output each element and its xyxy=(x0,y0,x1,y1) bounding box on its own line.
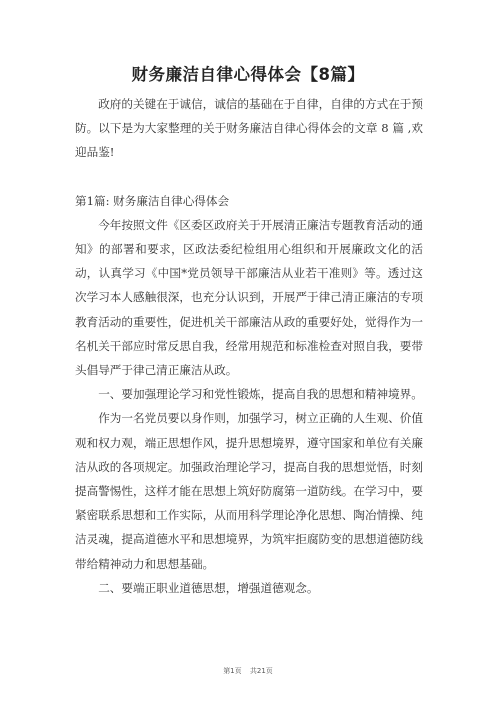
document-body xyxy=(75,92,423,600)
intro-paragraph: 政府的关键在于诚信，诚信的基础在于自律，自律的方式在于预防。以下是为大家整理的关于财务廉洁自律心得体会的文章 8 篇 ,欢迎品鉴! xyxy=(75,97,423,160)
body-paragraph-1: 今年按照文件《区委区政府关于开展清正廉洁专题教育活动的通知》的部署和要求，区政法委纪检组用心组织和开展廉政文化的活动，认真学习《中国*党员领导干部廉洁从业若干准则》等。透过这次学习本人感触很深，也充分认识到，开展严于律己清正廉洁的专项教育活动的重要性，促进机关干部廉洁从政的重要好处，觉得作为一名机关干部应时常反思自我，经常用规范和标准检查对照自我，要带头倡导严于律己清正廉洁从政。 xyxy=(75,217,423,378)
body-paragraph-2: 一、要加强理论学习和党性锻炼，提高自我的思想和精神境界。 xyxy=(98,387,423,402)
page-total: 共21页 xyxy=(249,667,273,675)
page-number: 第1页 xyxy=(223,667,242,675)
page-footer xyxy=(0,666,496,676)
body-paragraph-4: 二、要端正职业道德思想，增强道德观念。 xyxy=(98,580,319,595)
document-title: 财务廉洁自律心得体会【8篇】 xyxy=(131,65,365,84)
paragraph-spacer xyxy=(75,165,423,189)
section-heading: 第1篇: 财务廉洁自律心得体会 xyxy=(75,193,230,208)
body-paragraph-3: 作为一名党员要以身作则，加强学习，树立正确的人生观、价值观和权力观，端正思想作风，提升思想境界，遵守国家和单位有关廉洁从政的各项规定。加强政治理论学习，提高自我的思想觉悟，时刻提高警惕性，这样才能在思想上筑好防腐第一道防线。在学习中，要紧密联系思想和工作实际，从而用科学理论净化思想、陶冶情操、纯洁灵魂，提高道德水平和思想境界，为筑牢拒腐防变的思想道德防线带给精神动力和思想基础。 xyxy=(75,411,423,571)
